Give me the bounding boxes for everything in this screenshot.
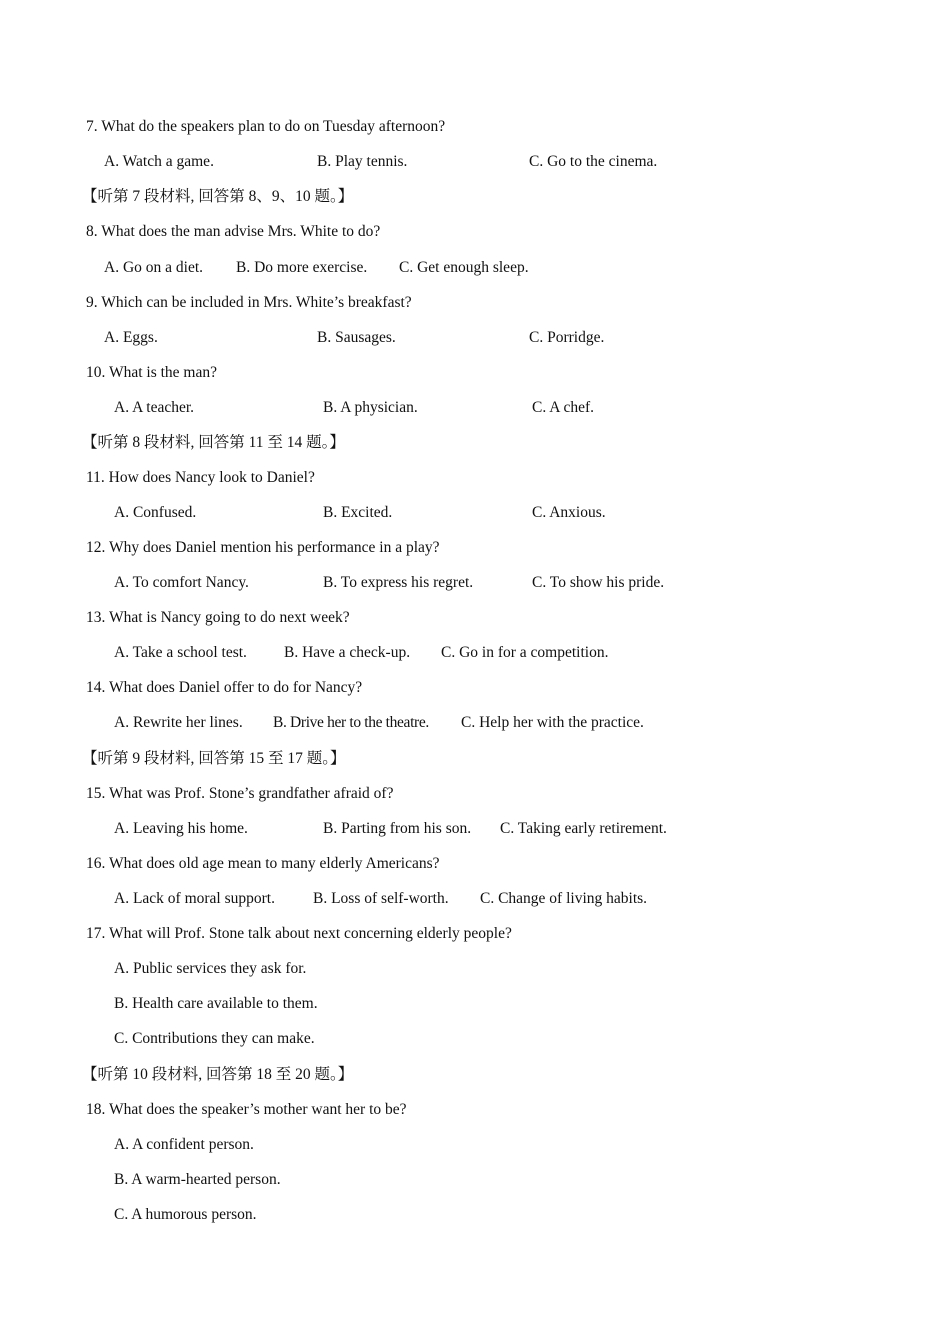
question-14: 14. What does Daniel offer to do for Nancy? [86,679,363,696]
q13-option-b: B. Have a check-up. [284,644,411,661]
section-heading-9: 【听第 9 段材料, 回答第 15 至 17 题。】 [82,750,346,767]
q7-option-a: A. Watch a game. [104,153,214,170]
q15-option-b: B. Parting from his son. [323,820,472,837]
q12-option-c: C. To show his pride. [532,574,665,591]
q17-option-c: C. Contributions they can make. [114,1030,315,1047]
q11-option-a: A. Confused. [114,504,197,521]
question-17: 17. What will Prof. Stone talk about next concerning elderly people? [86,925,512,942]
q16-option-a: A. Lack of moral support. [114,890,275,907]
q17-option-a: A. Public services they ask for. [114,960,307,977]
q14-option-c: C. Help her with the practice. [461,714,644,731]
question-12: 12. Why does Daniel mention his performance in a play? [86,539,440,556]
q10-option-c: C. A chef. [532,399,594,416]
q13-option-c: C. Go in for a competition. [441,644,609,661]
q16-option-c: C. Change of living habits. [480,890,648,907]
question-15: 15. What was Prof. Stone’s grandfather afraid of? [86,785,394,802]
q8-option-c: C. Get enough sleep. [399,259,529,276]
q14-option-a: A. Rewrite her lines. [114,714,243,731]
q18-option-b: B. A warm-hearted person. [114,1171,281,1188]
section-heading-8: 【听第 8 段材料, 回答第 11 至 14 题。】 [82,434,345,451]
q8-option-a: A. Go on a diet. [104,259,204,276]
q17-option-b: B. Health care available to them. [114,995,318,1012]
q9-option-a: A. Eggs. [104,329,158,346]
q18-option-c: C. A humorous person. [114,1206,257,1223]
question-8: 8. What does the man advise Mrs. White to do? [86,223,381,240]
section-heading-7: 【听第 7 段材料, 回答第 8、9、10 题。】 [82,188,354,205]
question-7: 7. What do the speakers plan to do on Tuesday afternoon? [86,118,446,135]
q15-option-c: C. Taking early retirement. [500,820,667,837]
q12-option-b: B. To express his regret. [323,574,474,591]
q11-option-b: B. Excited. [323,504,393,521]
question-13: 13. What is Nancy going to do next week? [86,609,350,626]
section-heading-10: 【听第 10 段材料, 回答第 18 至 20 题。】 [82,1066,354,1083]
q15-option-a: A. Leaving his home. [114,820,248,837]
q11-option-c: C. Anxious. [532,504,606,521]
question-18: 18. What does the speaker’s mother want her to be? [86,1101,407,1118]
q16-option-b: B. Loss of self-worth. [313,890,449,907]
q7-option-c: C. Go to the cinema. [529,153,658,170]
q9-option-c: C. Porridge. [529,329,605,346]
q9-option-b: B. Sausages. [317,329,396,346]
question-16: 16. What does old age mean to many elderly Americans? [86,855,440,872]
q8-option-b: B. Do more exercise. [236,259,368,276]
question-9: 9. Which can be included in Mrs. White’s breakfast? [86,294,412,311]
q7-option-b: B. Play tennis. [317,153,408,170]
question-11: 11. How does Nancy look to Daniel? [86,469,315,486]
q10-option-b: B. A physician. [323,399,418,416]
q10-option-a: A. A teacher. [114,399,195,416]
question-10: 10. What is the man? [86,364,218,381]
q18-option-a: A. A confident person. [114,1136,254,1153]
q13-option-a: A. Take a school test. [114,644,247,661]
q12-option-a: A. To comfort Nancy. [114,574,249,591]
q14-option-b: B. Drive her to the theatre. [273,714,429,731]
